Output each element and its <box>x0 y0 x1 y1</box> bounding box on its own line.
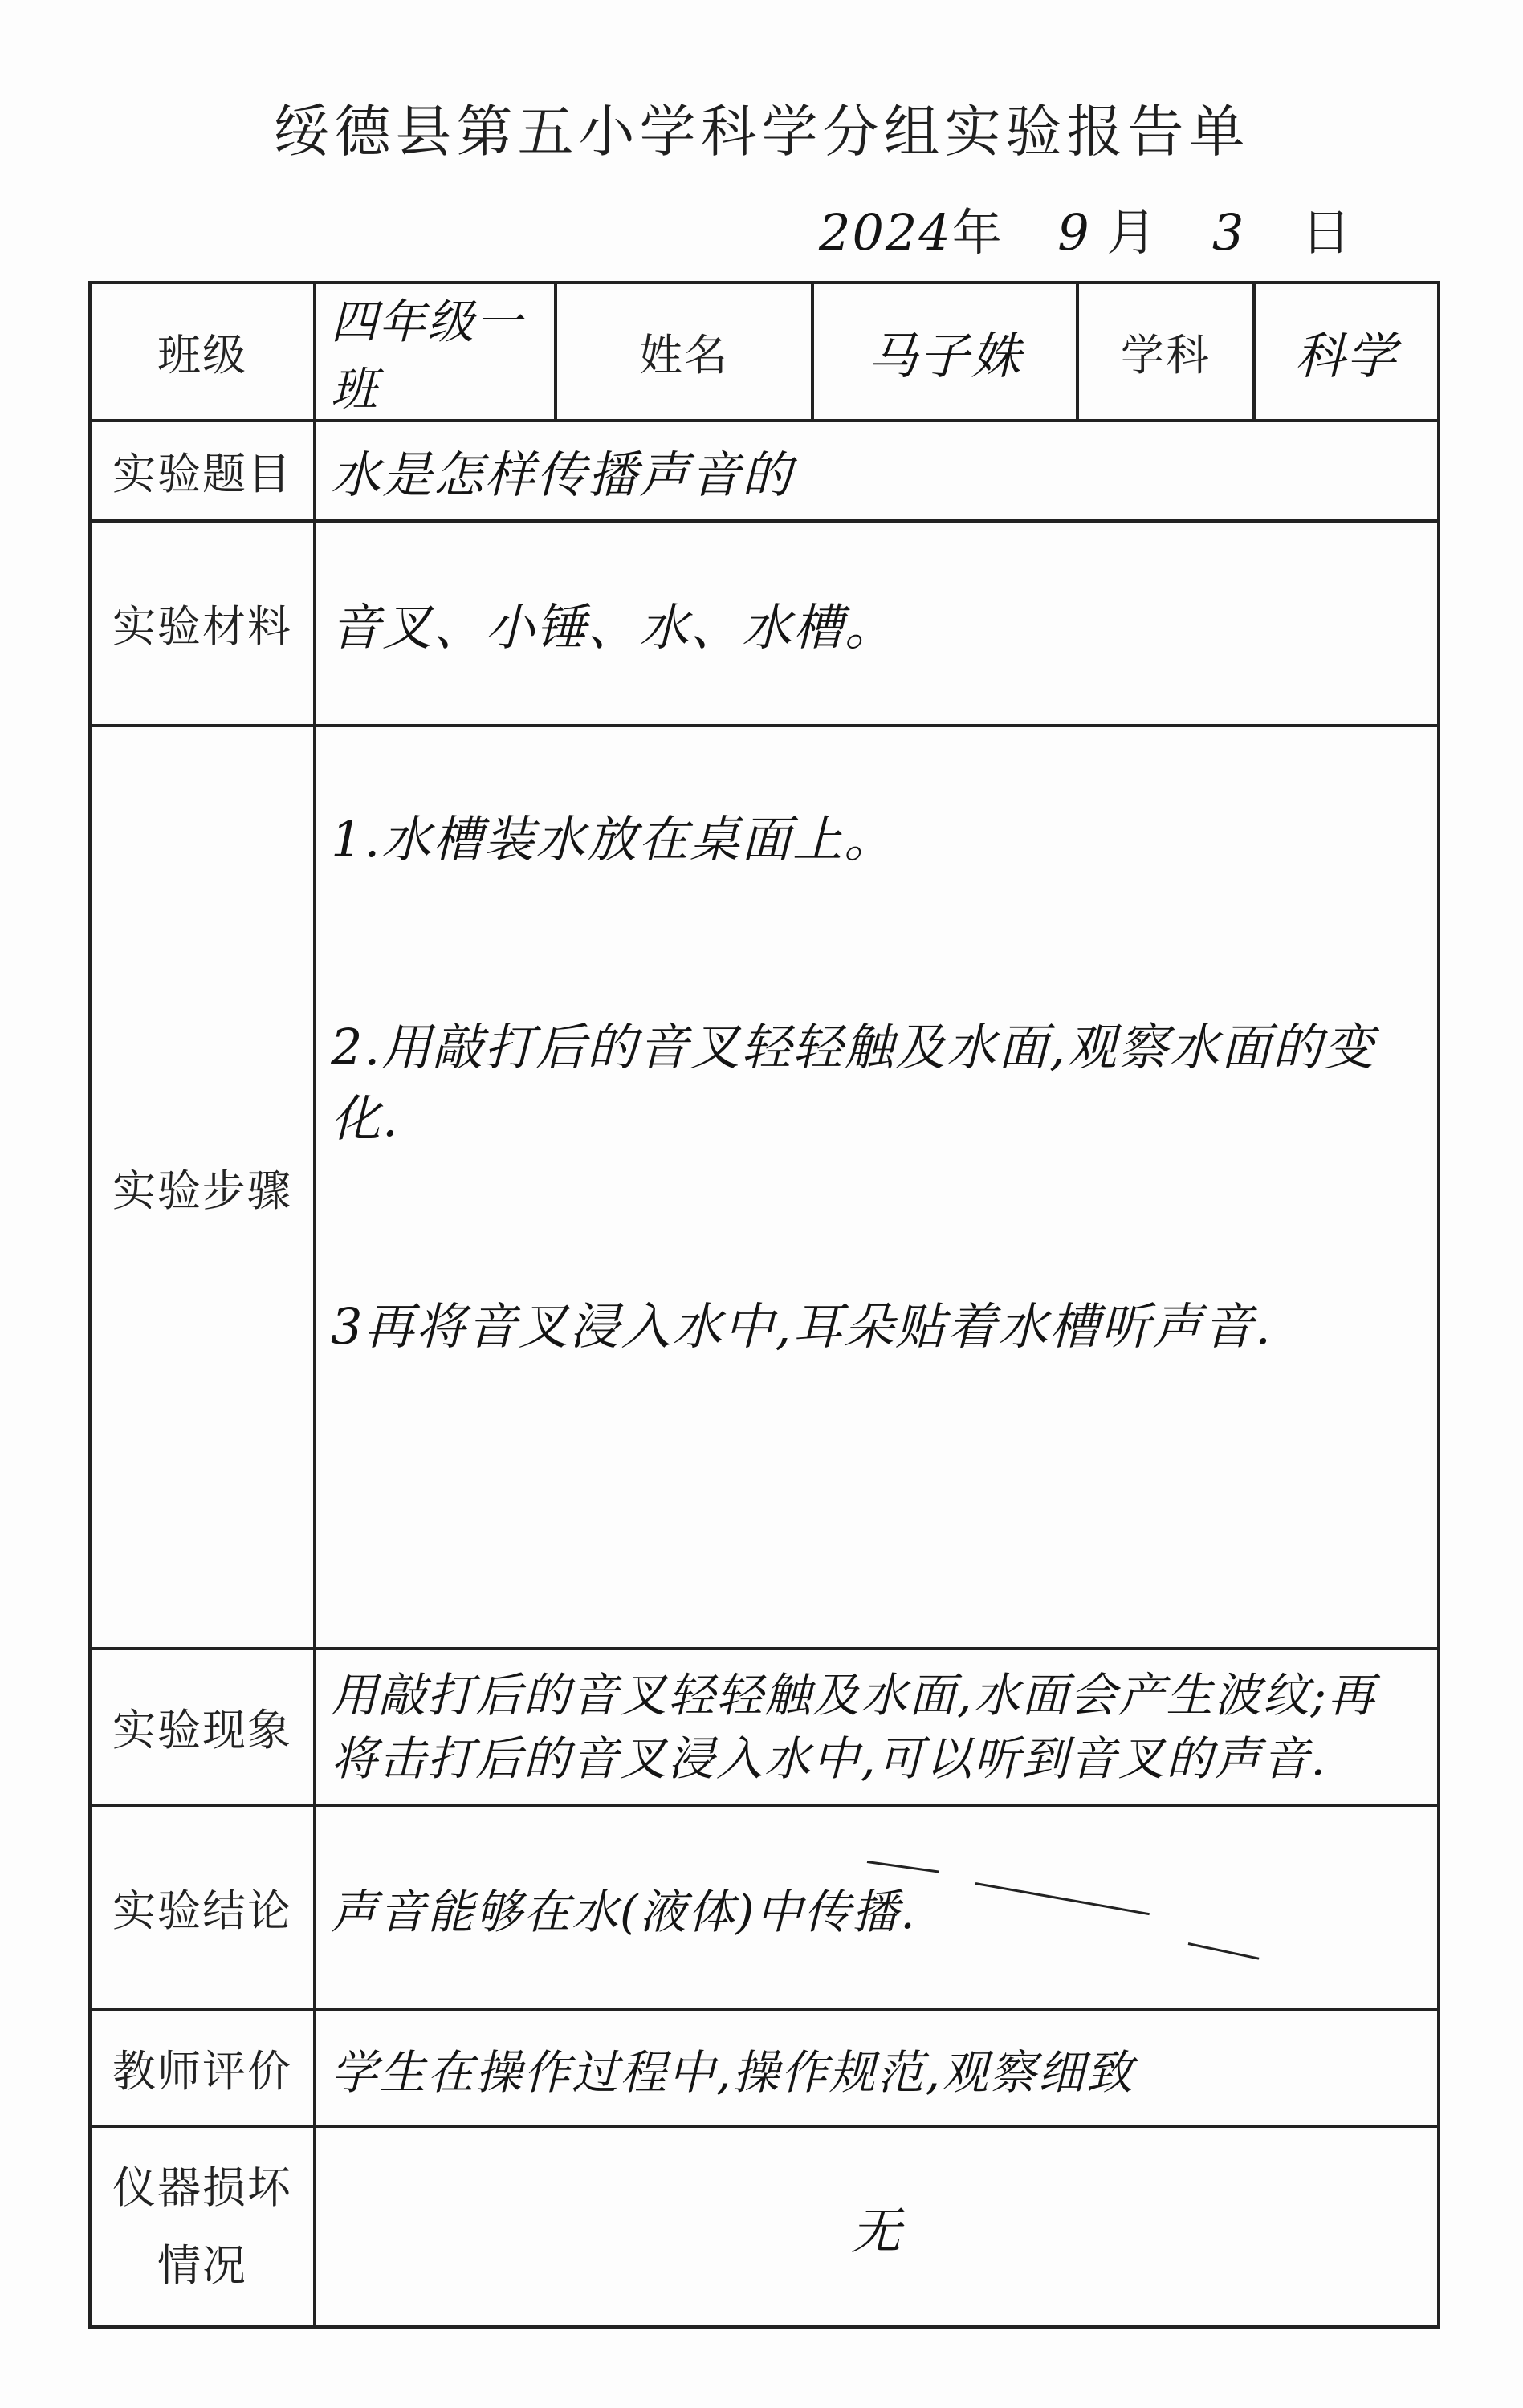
damage-value: 无 <box>315 2126 1439 2327</box>
step-item: 3再将音叉浸入水中,耳朵贴着水槽听声音. <box>331 1297 1273 1356</box>
name-label: 姓名 <box>556 283 812 421</box>
date-month-unit: 月 <box>1106 203 1157 262</box>
report-date <box>819 193 1351 264</box>
steps-row <box>90 726 1439 1649</box>
step-item: 2.用敲打后的音叉轻轻触及水面,观察水面的变化. <box>331 1018 1375 1148</box>
subject-label: 学科 <box>1077 283 1254 421</box>
damage-label <box>90 2126 315 2327</box>
date-day-unit: 日 <box>1301 203 1351 262</box>
report-table <box>88 281 1440 2329</box>
date-year-unit: 年 <box>951 203 1002 262</box>
topic-row <box>90 421 1439 521</box>
date-year: 2024 <box>819 203 952 262</box>
class-value: 四年级一班 <box>315 283 556 421</box>
damage-label-line1: 仪器损坏 <box>112 2162 292 2213</box>
topic-label: 实验题目 <box>90 421 315 521</box>
conclusion-label: 实验结论 <box>90 1805 315 2010</box>
steps-value <box>315 726 1439 1649</box>
phenomenon-value: 用敲打后的音叉轻轻触及水面,水面会产生波纹;再将击打后的音叉浸入水中,可以听到音叉的声音. <box>315 1649 1439 1805</box>
step-item: 1.水槽装水放在桌面上。 <box>331 810 896 868</box>
header-row <box>90 283 1439 421</box>
damage-label-line2: 情况 <box>157 2240 247 2291</box>
materials-row <box>90 521 1439 726</box>
conclusion-value: 声音能够在水(液体)中传播. <box>315 1805 1439 2010</box>
page-title: 绥德县第五小学科学分组实验报告单 <box>273 99 1250 165</box>
date-month: 9 <box>1057 203 1091 262</box>
evaluation-row <box>90 2010 1439 2126</box>
phenomenon-label: 实验现象 <box>90 1649 315 1805</box>
materials-value: 音叉、小锤、水、水槽。 <box>315 521 1439 726</box>
subject-value: 科学 <box>1254 283 1439 421</box>
steps-label: 实验步骤 <box>90 726 315 1649</box>
phenomenon-row <box>90 1649 1439 1805</box>
evaluation-label: 教师评价 <box>90 2010 315 2126</box>
damage-row <box>90 2126 1439 2327</box>
topic-value: 水是怎样传播声音的 <box>315 421 1439 521</box>
name-value: 马子姝 <box>812 283 1077 421</box>
materials-label: 实验材料 <box>90 521 315 726</box>
conclusion-row <box>90 1805 1439 2010</box>
class-label: 班级 <box>90 283 315 421</box>
date-day: 3 <box>1211 203 1246 262</box>
evaluation-value: 学生在操作过程中,操作规范,观察细致 <box>315 2010 1439 2126</box>
